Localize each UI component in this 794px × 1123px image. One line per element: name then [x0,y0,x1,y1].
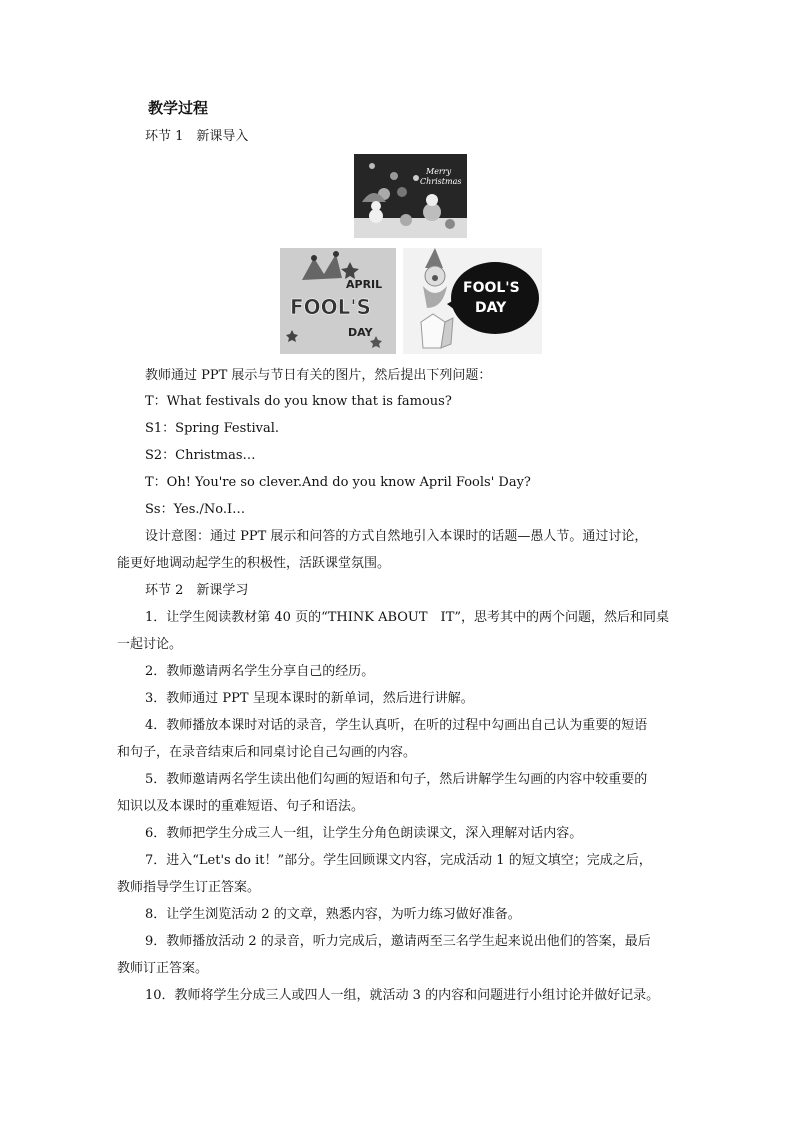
christmas-image [354,154,467,238]
dialogue-line: T：What festivals do you know that is famous? [145,394,452,409]
design-intent-line-1: 设计意图：通过 PPT 展示和问答的方式自然地引入本课时的话题—愚人节。通过讨论， [145,529,648,544]
list-item: 4．教师播放本课时对话的录音，学生认真听，在听的过程中勾画出自己认为重要的短语 [145,718,648,733]
dialogue-line: S1：Spring Festival. [145,421,280,436]
fools-right-line2: DAY [475,300,507,316]
list-item: 5．教师邀请两名学生读出他们勾画的短语和句子，然后讲解学生勾画的内容中较重要的 [145,772,648,787]
dialogue-line: S2：Christmas… [145,448,256,463]
list-item: 1．让学生阅读教材第 40 页的“THINK ABOUT IT”，思考其中的两个问题，然后和同桌 [145,610,670,625]
april-fools-image-right [403,248,542,354]
april-fools-image-left [280,248,396,354]
list-item: 和句子，在录音结束后和同桌讨论自己勾画的内容。 [117,745,417,760]
list-item: 3．教师通过 PPT 呈现本课时的新单词，然后进行讲解。 [145,691,474,706]
list-item: 7．进入“Let's do it！”部分。学生回顾课文内容，完成活动 1 的短文填空；完成之后， [145,853,652,868]
list-item: 知识以及本课时的重难短语、句子和语法。 [117,799,365,814]
section-heading: 教学过程 [148,99,209,117]
design-intent-line-2: 能更好地调动起学生的积极性，活跃课堂氛围。 [117,556,391,571]
christmas-text-merry: Merry [426,167,452,176]
fools-left-line1: APRIL [346,278,383,291]
step-1-heading: 环节 1 新课导入 [145,129,249,144]
list-item: 8．让学生浏览活动 2 的文章，熟悉内容，为听力练习做好准备。 [145,907,521,922]
dialogue-line: T：Oh! You're so clever.And do you know April Fools' Day? [145,475,531,490]
list-item: 9．教师播放活动 2 的录音，听力完成后，邀请两至三名学生起来说出他们的答案，最后 [145,934,651,949]
fools-left-line2: FOOL'S [290,295,371,319]
dialogue-line: Ss：Yes./No.I… [145,502,246,517]
fools-left-line3: DAY [348,326,373,339]
list-item: 教师指导学生订正答案。 [117,880,261,895]
list-item: 2．教师邀请两名学生分享自己的经历。 [145,664,375,679]
fools-right-line1: FOOL'S [463,280,520,296]
intro-paragraph: 教师通过 PPT 展示与节日有关的图片，然后提出下列问题： [145,368,492,383]
list-item: 10．教师将学生分成三人或四人一组，就活动 3 的内容和问题进行小组讨论并做好记录。 [145,988,660,1003]
list-item: 6．教师把学生分成三人一组，让学生分角色朗读课文，深入理解对话内容。 [145,826,583,841]
list-item: 教师订正答案。 [117,961,209,976]
christmas-text-christmas: Christmas [420,177,462,186]
list-item: 一起讨论。 [117,637,183,652]
step-2-heading: 环节 2 新课学习 [145,583,249,598]
